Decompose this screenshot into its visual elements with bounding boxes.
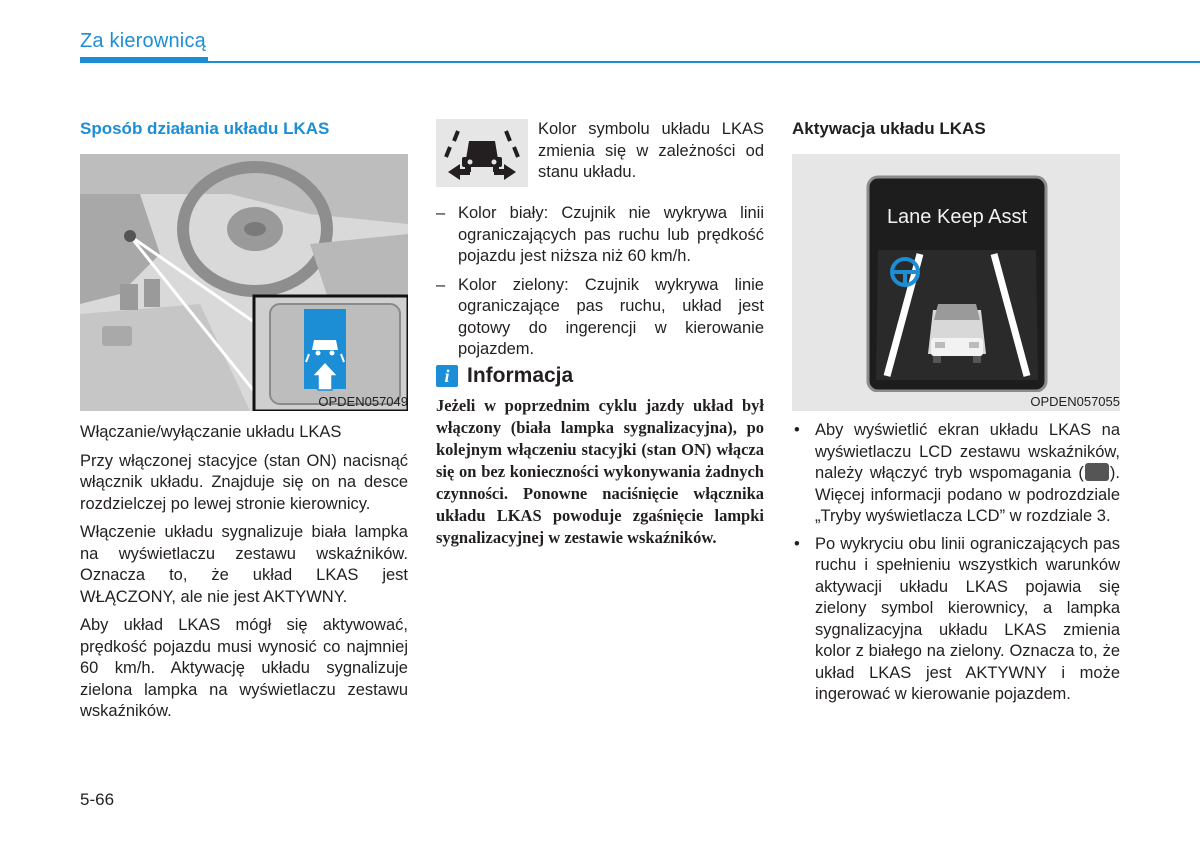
list-item-text: Kolor zielony: Czujnik wykrywa linie ograniczające pas ruchu, układ jest gotowy do ingerencji w kierowanie pojazdem. [458,275,764,358]
lcd-display-title: Lane Keep Asst [886,206,1028,228]
list-item-text: Po wykryciu obu linii ograniczających pas ruchu i spełnieniu wszystkich warunków aktywacji układu LKAS pojawia się zielony symbol kierownicy, a lampka sygnalizacyjna układu LKAS zmienia kolor z białego na zielony. Oznacza to, że układ LKAS jest AKTYWNY i może ingerować w kierowanie pojazdem. [815,534,1120,703]
page-number: 5-66 [80,790,115,809]
list-item-text: Aby wyświetlić ekran układu LKAS na wyświetlaczu LCD zestawu wskaźników, należy włączyć tryb wspomagania ( [815,421,1120,482]
dash-mark: – [436,204,446,222]
dashboard-illustration [80,154,408,411]
paragraph: Włączanie/wyłączanie układu LKAS [80,423,342,441]
header-rule-accent [80,57,208,63]
lcd-display-illustration [792,154,1120,392]
lkas-symbol-box [436,119,528,187]
lcd-figure [792,154,1120,411]
header-rule [80,61,1200,63]
dash-mark: – [436,275,446,294]
bullet-mark: • [794,534,800,553]
right-figure-caption: OPDEN057055 [1030,394,1120,409]
info-body: Jeżeli w poprzednim cyklu jazdy układ był włączony (biała lampka sygnalizacyjna), po kolejnym włączeniu stacyjki (stan ON) włącza się on bez konieczności wykonywania żadnych czynności. Ponowne naciśnięcie włącznika układu LKAS powoduje zgaśnięcie lampki sygnalizacyjnej w zestawie wskaźników. [436,396,764,547]
list-item [436,203,764,268]
paragraph: Aby układ LKAS mógł się aktywować, prędkość pojazdu musi wynosić co najmniej 60 km/h. Aktywację układu sygnalizuje zielona lampka na wyświetlaczu zestawu wskaźników. [80,616,408,720]
assist-mode-icon [1085,463,1109,481]
list-item [792,420,1120,528]
paragraph: Przy włączonej stacyjce (stan ON) nacisnąć włącznik układu. Znajduje się on na desce rozdzielczej po lewej stronie kierownicy. [80,451,408,513]
symbol-color-list [436,203,764,368]
list-item [792,534,1120,706]
bullet-mark: • [794,421,800,439]
section-title: Za kierownicą [80,30,206,52]
list-item-text: Kolor biały: Czujnik nie wykrywa linii ograniczających pas ruchu lub prędkość pojazdu jest niższa niż 60 km/h. [458,204,764,265]
left-body [80,422,408,730]
activation-list [792,420,1120,712]
symbol-description: Kolor symbolu układu LKAS zmienia się w zależności od stanu układu. [538,120,764,181]
info-title: Informacja [467,364,574,387]
right-heading: Aktywacja układu LKAS [792,119,986,138]
info-icon: i [436,365,458,387]
left-heading: Sposób działania układu LKAS [80,119,330,138]
paragraph: Włączenie układu sygnalizuje biała lampka na wyświetlaczu zestawu wskaźników. Oznacza to, że układ LKAS jest WŁĄCZONY, ale nie jest AKTYWNY. [80,523,408,606]
dashboard-figure [80,154,408,411]
lkas-symbol-icon [436,119,528,187]
info-header [436,364,573,388]
list-item [436,275,764,361]
list-item-text: ). Więcej informacji podano w podrozdziale „Tryby wyświetlacza LCD” w rozdziale 3. [815,464,1120,525]
left-figure-caption: OPDEN057049 [318,394,408,409]
